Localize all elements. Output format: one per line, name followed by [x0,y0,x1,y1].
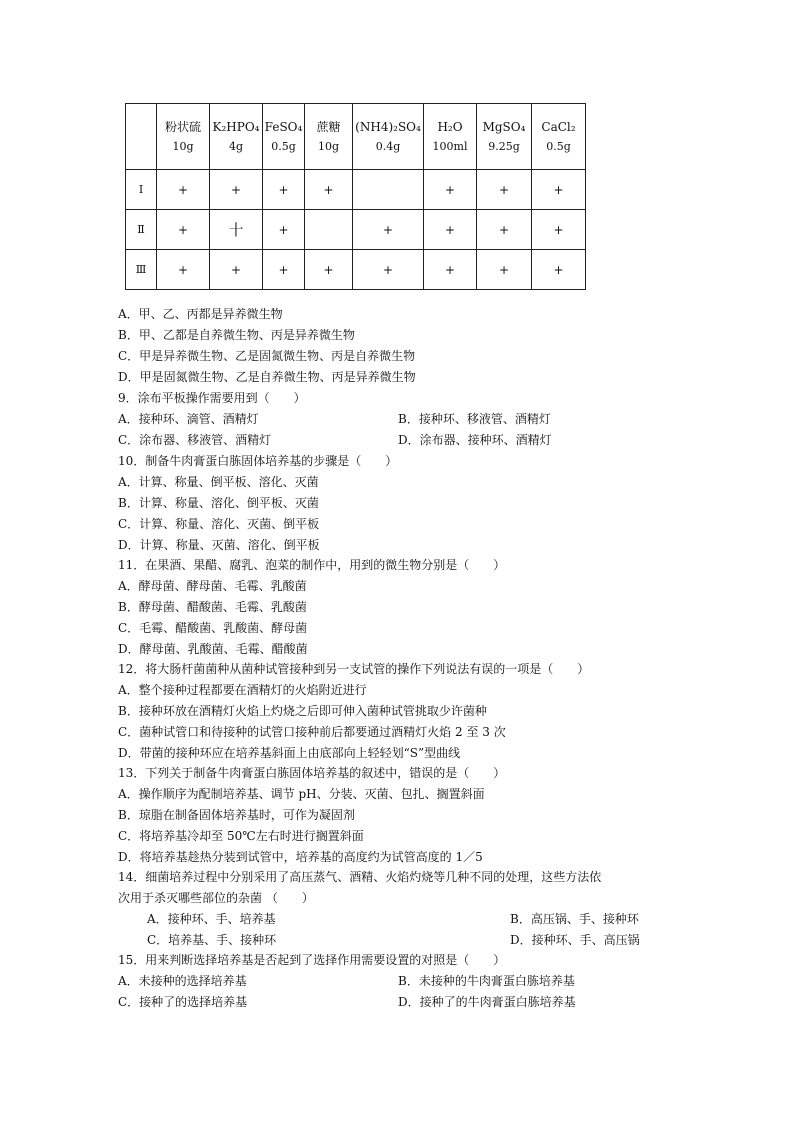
table-cell: + [157,170,210,210]
header-amount: 4g [228,139,244,153]
table-cell: + [210,250,263,290]
table-cell: + [263,250,305,290]
header-name: MgSO₄ [482,119,526,134]
header-cell [477,104,532,170]
q9-option-c: C．涂布器、移液管、酒精灯 [118,433,272,447]
q13-option-b: B．琼脂在制备固体培养基时，可作为凝固剂 [118,808,355,822]
q15-option-a: A．未接种的选择培养基 [118,974,247,988]
table-cell: + [353,210,424,250]
header-cell [353,104,424,170]
header-cell [424,104,477,170]
q10-option-a: A．计算、称量、倒平板、溶化、灭菌 [118,475,319,489]
header-cell [210,104,263,170]
table-row [126,170,586,210]
q9-option-d: D．涂布器、接种环、酒精灯 [398,433,552,447]
header-amount: 100ml [432,139,468,153]
header-amount: 10g [172,139,194,153]
q12-option-b: B．接种环放在酒精灯火焰上灼烧之后即可伸入菌种试管挑取少许菌种 [118,704,487,718]
q14-option-b: B．高压锅、手、接种环 [510,912,639,926]
header-name: 粉状硫 [164,119,201,134]
q13-option-d: D．将培养基趁热分装到试管中，培养基的高度约为试管高度的 1／5 [118,850,483,864]
header-amount: 0.5g [271,139,296,153]
q12-stem: 12．将大肠杆菌菌种从菌种试管接种到另一支试管的操作下列说法有误的一项是（ ） [118,662,590,676]
q8-option-b: B．甲、乙都是自养微生物、丙是异养微生物 [118,328,355,342]
table-cell [305,210,353,250]
table-cell: + [477,170,532,210]
q9-option-a: A．接种环、滴管、酒精灯 [118,412,259,426]
row-label: Ⅲ [126,250,157,290]
table-header-row [126,104,586,170]
q13-option-a: A．操作顺序为配制培养基、调节 pH、分装、灭菌、包扎、搁置斜面 [118,787,485,801]
q10-option-b: B．计算、称量、溶化、倒平板、灭菌 [118,496,319,510]
table-cell: + [157,250,210,290]
table-row [126,250,586,290]
q14-option-c: C．培养基、手、接种环 [147,933,277,947]
table-cell: + [424,170,477,210]
q8-option-a: A．甲、乙、丙都是异养微生物 [118,307,283,321]
table-cell: + [424,210,477,250]
table-cell: + [532,170,586,210]
q10-option-c: C．计算、称量、溶化、灭菌、倒平板 [118,517,320,531]
header-cell [305,104,353,170]
q11-option-a: A．酵母菌、酵母菌、毛霉、乳酸菌 [118,579,307,593]
header-name: H₂O [437,119,463,134]
q8-option-c: C．甲是异养微生物、乙是固氮微生物、丙是自养微生物 [118,349,416,363]
header-cell [532,104,586,170]
header-cell [263,104,305,170]
q10-option-d: D．计算、称量、灭菌、溶化、倒平板 [118,538,320,552]
header-name: (NH4)₂SO₄ [355,119,421,134]
table-cell: + [305,250,353,290]
medium-composition-table [125,103,586,290]
table-cell: + [263,210,305,250]
q12-option-d: D．带菌的接种环应在培养基斜面上由底部向上轻轻划“S”型曲线 [118,746,461,760]
header-amount: 10g [317,139,340,153]
q15-option-c: C．接种了的选择培养基 [118,995,248,1009]
q13-stem: 13．下列关于制备牛肉膏蛋白胨固体培养基的叙述中，错误的是（ ） [118,766,506,780]
header-name: CaCl₂ [541,119,576,134]
q15-stem: 15．用来判断选择培养基是否起到了选择作用需要设置的对照是（ ） [118,953,506,967]
row-label: Ⅱ [126,210,157,250]
table-cell: + [263,170,305,210]
q9-option-b: B．接种环、移液管、酒精灯 [398,412,551,426]
table-cell [353,170,424,210]
q14-stem-line2: 次用于杀灭哪些部位的杂菌 （ ） [118,891,314,905]
table-cell: + [477,250,532,290]
header-name: FeSO₄ [264,119,303,134]
q12-option-c: C．菌种试管口和待接种的试管口接种前后都要通过酒精灯火焰 2 至 3 次 [118,725,506,739]
table-cell: + [424,250,477,290]
table-cell: + [157,210,210,250]
table-corner-cell [126,104,157,170]
table-cell: + [210,170,263,210]
q9-stem: 9．涂布平板操作需要用到（ ） [118,391,306,405]
row-label: Ⅰ [126,170,157,210]
header-name: K₂HPO₄ [212,119,260,134]
q11-option-c: C．毛霉、醋酸菌、乳酸菌、酵母菌 [118,621,308,635]
header-amount: 9.25g [488,139,520,153]
q10-stem: 10．制备牛肉膏蛋白胨固体培养基的步骤是（ ） [118,454,398,468]
q15-option-d: D．接种了的牛肉膏蛋白胨培养基 [398,995,576,1009]
table-cell: 十 [210,210,263,250]
header-amount: 0.4g [375,139,401,153]
q15-option-b: B．未接种的牛肉膏蛋白胨培养基 [398,974,575,988]
header-name: 蔗糖 [316,119,341,134]
q11-option-d: D．酵母菌、乳酸菌、毛霉、醋酸菌 [118,642,308,656]
header-cell [157,104,210,170]
table-cell: + [305,170,353,210]
table-cell: + [532,210,586,250]
table-cell: + [532,250,586,290]
q11-stem: 11．在果酒、果醋、腐乳、泡菜的制作中，用到的微生物分别是（ ） [118,558,506,572]
q8-option-d: D．甲是固氮微生物、乙是自养微生物、丙是异养微生物 [118,370,416,384]
q14-stem-line1: 14．细菌培养过程中分别采用了高压蒸气、酒精、火焰灼烧等几种不同的处理，这些方法依 [118,870,602,884]
q13-option-c: C．将培养基冷却至 50℃左右时进行搁置斜面 [118,829,364,843]
q12-option-a: A．整个接种过程都要在酒精灯的火焰附近进行 [118,683,367,697]
header-amount: 0.5g [546,139,571,153]
q14-option-a: A．接种环、手、培养基 [147,912,276,926]
table-row [126,210,586,250]
table-cell: + [477,210,532,250]
table-cell: + [353,250,424,290]
q14-option-d: D．接种环、手、高压锅 [510,933,640,947]
q11-option-b: B．酵母菌、醋酸菌、毛霉、乳酸菌 [118,600,307,614]
